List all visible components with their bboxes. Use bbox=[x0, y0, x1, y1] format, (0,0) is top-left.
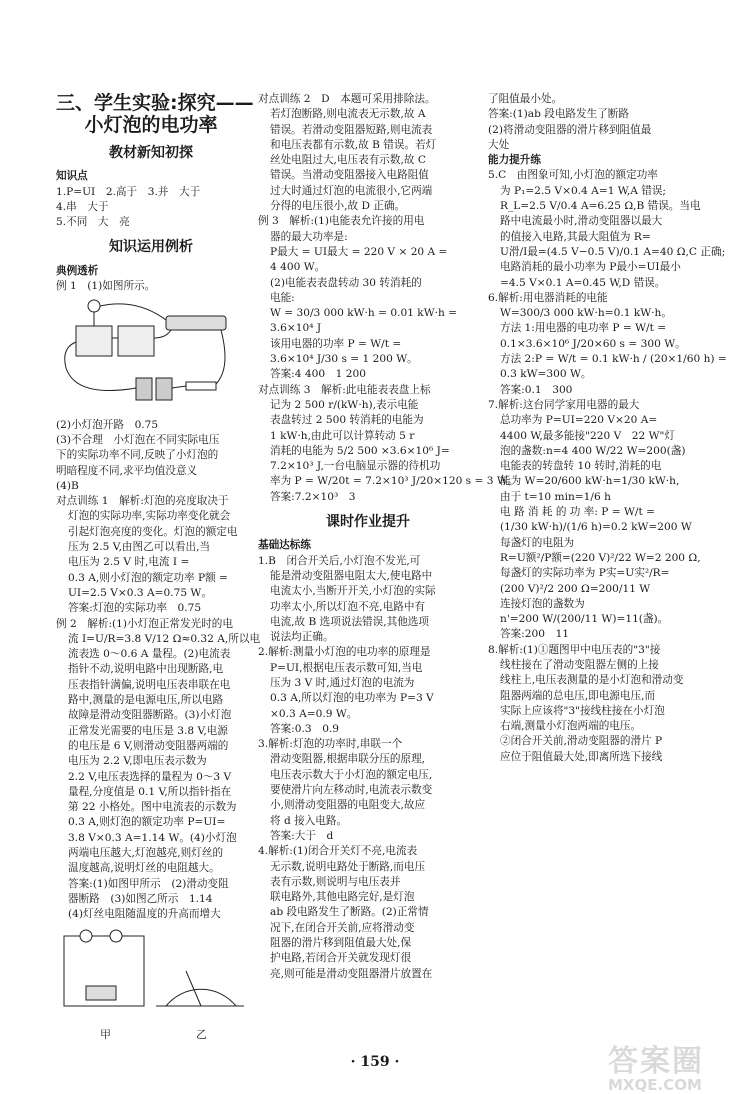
text-line: (3)不合理 小灯泡在不同实际电压 bbox=[56, 433, 220, 446]
text-line: (4)灯丝电阻随温度的升高而增大 bbox=[68, 908, 221, 921]
section-homework: 课时作业提升 bbox=[326, 514, 410, 531]
text-line: 况下,在闭合开关前,应将滑动变 bbox=[270, 921, 415, 934]
text-line: 线柱上,电压表测量的是小灯泡和滑动变 bbox=[500, 674, 684, 687]
text-line: 滑动变阻器,根据串联分压的原理, bbox=[270, 753, 426, 766]
text-line: 能为 W=20/600 kW·h=1/30 kW·h, bbox=[500, 475, 680, 488]
text-line: 右端,测量小灯泡两端的电压。 bbox=[500, 720, 642, 733]
text-line: 第 22 小格处。图中电流表的示数为 bbox=[68, 801, 237, 814]
text-line: 无示数,说明电路处于断路,而电压 bbox=[270, 860, 426, 873]
text-line: 阻器两端的总电压,即电源电压,而 bbox=[500, 689, 656, 702]
text-line: 3.8 V×0.3 A=1.14 W。(4)小灯泡 bbox=[68, 831, 237, 844]
text-line: 1 kW·h,由此可以计算转动 5 r bbox=[270, 429, 415, 442]
text-line: (200 V)²/2 200 Ω=200/11 W bbox=[500, 582, 651, 595]
text-line: ×0.3 A=0.9 W。 bbox=[270, 707, 358, 720]
text-line: 下的实际功率不同,反映了小灯泡的 bbox=[56, 449, 219, 462]
diagram-voltmeter bbox=[110, 930, 122, 942]
text-line: 流 I=U/R=3.8 V/12 Ω≈0.32 A,所以电 bbox=[68, 632, 261, 645]
text-line: (1/30 kW·h)/(1/6 h)=0.2 kW=200 W bbox=[500, 521, 692, 534]
text-line: 4400 W,最多能接"220 V 22 W"灯 bbox=[500, 429, 676, 442]
text-line: W=300/3 000 kW·h=0.1 kW·h。 bbox=[500, 307, 672, 320]
text-line: 两端电压越大,灯泡越亮,则灯丝的 bbox=[68, 846, 224, 859]
meter-dial-arc bbox=[166, 990, 236, 1007]
text-line: 答案:大于 d bbox=[270, 829, 334, 842]
text-line: 应位于阻值最大处,即离所选下接线 bbox=[500, 750, 663, 763]
text-line: 每盏灯的实际功率为 P实=U实²/R= bbox=[500, 567, 670, 580]
text-line: =4.5 V×0.1 A=0.45 W,D 错误。 bbox=[500, 276, 666, 289]
text-line: 压为 3 V 时,通过灯泡的电流为 bbox=[270, 676, 415, 689]
text-line: 由于 t=10 min=1/6 h bbox=[500, 490, 611, 503]
text-line: 方法 2:P = W/t = 0.1 kW·h / (20×1/60 h) = bbox=[500, 353, 727, 366]
text-line: 灯泡的实际功率,实际功率变化就会 bbox=[68, 510, 231, 523]
text-line: 了阻值最小处。 bbox=[488, 93, 563, 105]
homework-answers-right bbox=[488, 92, 727, 765]
text-line: 明暗程度不同,求平均值没意义 bbox=[56, 464, 198, 477]
text-line: 将 d 接入电路。 bbox=[270, 814, 348, 827]
text-line: 故障是滑动变阻器断路。(3)小灯泡 bbox=[68, 709, 232, 722]
text-line: 答案:7.2×10³ 3 bbox=[270, 490, 356, 503]
text-line: 电压为 2.2 V,即电压表示数为 bbox=[68, 755, 207, 768]
diagram-rheostat bbox=[86, 986, 116, 1000]
ammeter-shape bbox=[76, 326, 112, 356]
text-line: 答案:0.1 300 bbox=[500, 383, 573, 396]
text-line: 电压为 2.5 V 时,电流 I = bbox=[68, 556, 190, 569]
text-line: (2)小灯泡开路 0.75 bbox=[56, 418, 159, 431]
text-line: 为 P₁=2.5 V×0.4 A=1 W,A 错误; bbox=[500, 184, 666, 197]
page-number: · 159 · bbox=[350, 1054, 400, 1070]
text-line: 阻器的滑片移到阻值最大处,保 bbox=[270, 937, 412, 950]
text-line: 1.B 闭合开关后,小灯泡不发光,可 bbox=[258, 554, 421, 567]
text-line: 亮,则可能是滑动变阻器滑片放置在 bbox=[270, 967, 433, 980]
text-line: 率为 P = W/20t = 7.2×10³ J/20×120 s = 3 W。 bbox=[270, 475, 519, 488]
text-line: 路中,测量的是电源电压,所以电路 bbox=[68, 694, 224, 707]
knowledge-points bbox=[56, 169, 246, 230]
text-line: 0.3 A,所以灯泡的电功率为 P=3 V bbox=[270, 692, 434, 705]
column-left bbox=[56, 92, 261, 1054]
example-answers-left bbox=[56, 418, 261, 923]
text-line: 7.2×10³ J,一台电脑显示器的待机功 bbox=[270, 460, 441, 473]
text-line: 电能表的转盘转 10 转时,消耗的电 bbox=[500, 460, 662, 473]
text-line: 5.C 由图象可知,小灯泡的额定功率 bbox=[488, 169, 658, 182]
text-line: 联电路外,其他电路完好,是灯泡 bbox=[270, 891, 415, 904]
lesson-title-line1: 三、学生实验:探究—— bbox=[56, 92, 254, 114]
text-line: (4)B bbox=[56, 479, 79, 492]
text-line: 典例透析 bbox=[56, 264, 99, 277]
text-line: 例 3 解析:(1)电能表允许接的用电 bbox=[258, 215, 425, 228]
text-line: 答案:灯泡的实际功率 0.75 bbox=[68, 602, 202, 615]
text-line: 线柱接在了滑动变阻器左侧的上接 bbox=[500, 658, 659, 671]
text-line: 丝处电阻过大,电压表有示数,故 C bbox=[270, 154, 426, 167]
text-line: 电路消耗的最小功率为 P最小=UI最小 bbox=[500, 261, 681, 274]
section-new-knowledge: 教材新知初探 bbox=[109, 145, 193, 161]
lesson-title-line2: 小灯泡的电功率 bbox=[84, 114, 218, 136]
rheostat-shape bbox=[166, 316, 226, 330]
battery-shape-1 bbox=[136, 378, 152, 400]
text-line: 消耗的电能为 5/2 500 ×3.6×10⁶ J= bbox=[270, 444, 450, 457]
text-line: 过大时通过灯泡的电流很小,它两端 bbox=[270, 184, 433, 197]
example-1-intro bbox=[56, 264, 246, 295]
text-line: 例 1 (1)如图所示。 bbox=[56, 280, 156, 293]
text-line: 小,则滑动变阻器的电阻变大,故应 bbox=[270, 799, 426, 812]
text-line: 每盏灯的电阻为 bbox=[500, 536, 575, 549]
text-line: 若灯泡断路,则电流表无示数,故 A bbox=[270, 108, 426, 121]
text-line: 4 400 W。 bbox=[270, 261, 326, 274]
text-line: 电能: bbox=[270, 291, 295, 304]
text-line: 知识点 bbox=[56, 170, 88, 183]
figure-label-yi: 乙 bbox=[196, 1028, 207, 1042]
text-line: 6.解析:用电器消耗的电能 bbox=[488, 291, 608, 304]
text-line: 对点训练 1 解析:灯泡的亮度取决于 bbox=[56, 495, 229, 508]
text-line: 答案:200 11 bbox=[500, 628, 570, 641]
text-line: R_L=2.5 V/0.4 A=6.25 Ω,B 错误。当电 bbox=[500, 200, 701, 213]
text-line: 的电压是 6 V,则滑动变阻器两端的 bbox=[68, 739, 229, 752]
text-line: UI=2.5 V×0.3 A=0.75 W。 bbox=[68, 586, 212, 599]
text-line: 2.2 V,电压表选择的量程为 0～3 V bbox=[68, 770, 232, 783]
column-right bbox=[488, 92, 727, 765]
text-line: 记为 2 500 r/(kW·h),表示电能 bbox=[270, 398, 419, 411]
text-line: 要使滑片向左移动时,电流表示数变 bbox=[270, 784, 433, 797]
text-line: 5.不同 大 亮 bbox=[56, 216, 130, 229]
homework-answers-middle bbox=[258, 538, 478, 982]
text-line: 基础达标练 bbox=[258, 539, 311, 552]
text-line: 分得的电压很小,故 D 正确。 bbox=[270, 200, 406, 213]
text-line: W = 30/3 000 kW·h = 0.01 kW·h = bbox=[270, 307, 458, 320]
text-line: 0.3 A,则灯泡的额定功率 P=UI= bbox=[68, 816, 226, 829]
text-line: 4.串 大于 bbox=[56, 200, 109, 213]
text-line: 路中电流最小时,滑动变阻器以最大 bbox=[500, 215, 663, 228]
text-line: 电压表示数大于小灯泡的额定电压, bbox=[270, 768, 433, 781]
text-line: 说法均正确。 bbox=[270, 631, 334, 644]
text-line: 错误。若滑动变阻器短路,则电流表 bbox=[270, 123, 433, 136]
meter-needle bbox=[186, 971, 201, 1006]
text-line: 正常发光需要的电压是 3.8 V,电源 bbox=[68, 724, 228, 737]
text-line: 流表选 0～0.6 A 量程。(2)电流表 bbox=[68, 648, 231, 661]
text-line: 电流,故 B 选项说法错误,其他选项 bbox=[270, 615, 429, 628]
text-line: 压为 2.5 V,由图乙可以看出,当 bbox=[68, 541, 211, 554]
text-line: 0.1×3.6×10⁶ J/20×60 s = 300 W。 bbox=[500, 337, 686, 350]
text-line: ab 段电路发生了断路。(2)正常情 bbox=[270, 906, 429, 919]
voltmeter-shape bbox=[118, 326, 154, 356]
watermark-logo bbox=[608, 1036, 748, 1094]
text-line: 连接灯泡的盏数为 bbox=[500, 597, 585, 610]
battery-shape-2 bbox=[156, 378, 172, 400]
circuit-figure-2 bbox=[56, 926, 246, 1044]
text-line: 3.6×10⁴ J/30 s = 1 200 W。 bbox=[270, 353, 418, 366]
text-line: 温度越高,说明灯丝的电阻越大。 bbox=[68, 862, 220, 875]
text-line: 答案:0.3 0.9 bbox=[270, 722, 340, 735]
text-line: 实际上应该将"3"接线柱接在小灯泡 bbox=[500, 704, 665, 717]
text-line: 3.6×10⁴ J bbox=[270, 322, 322, 335]
text-line: 方法 1:用电器的电功率 P = W/t = bbox=[500, 322, 667, 335]
diagram-bulb bbox=[80, 930, 92, 942]
text-line: 电流太小,当断开开关,小灯泡的实际 bbox=[270, 585, 436, 598]
text-line: U滑/I最=(4.5 V−0.5 V)/0.1 A=40 Ω,C 正确; bbox=[500, 245, 726, 258]
text-line: 能是滑动变阻器电阻太大,使电路中 bbox=[270, 569, 433, 582]
text-line: 器的最大功率是: bbox=[270, 230, 348, 243]
text-line: 泡的盏数:n=4 400 W/22 W=200(盏) bbox=[500, 444, 686, 457]
figure-label-jia: 甲 bbox=[100, 1028, 111, 1042]
text-line: 7.解析:这台同学家用电器的最大 bbox=[488, 398, 640, 411]
text-line: 答案:4 400 1 200 bbox=[270, 368, 367, 381]
text-line: 对点训练 2 D 本题可采用排除法。 bbox=[258, 93, 436, 105]
text-line: 表盘转过 2 500 转消耗的电能为 bbox=[270, 414, 424, 427]
text-line: 压表指针满偏,说明电压表串联在电 bbox=[68, 678, 231, 691]
text-line: 错误。当滑动变阻器接入电路阻值 bbox=[270, 169, 429, 182]
circuit-figure-1 bbox=[56, 298, 236, 408]
text-line: 该用电器的功率 P = W/t = bbox=[270, 337, 402, 350]
watermark-text: 答案圈 bbox=[608, 1044, 704, 1079]
text-line: 答案:(1)如图甲所示 (2)滑动变阻 bbox=[68, 877, 229, 890]
switch-shape bbox=[186, 382, 216, 390]
section-example-analysis: 知识运用例析 bbox=[109, 239, 193, 256]
text-line: 能力提升练 bbox=[488, 154, 541, 167]
text-line: ②闭合开关前,滑动变阻器的滑片 P bbox=[500, 735, 663, 748]
text-line: 功率太小,所以灯泡不亮,电路中有 bbox=[270, 600, 426, 613]
text-line: 护电路,若闭合开关就发现灯很 bbox=[270, 952, 412, 965]
text-line: 例 2 解析:(1)小灯泡正常发光时的电 bbox=[56, 617, 233, 630]
text-line: P最大 = UI最大 = 220 V × 20 A = bbox=[270, 245, 448, 258]
text-line: 4.解析:(1)闭合开关灯不亮,电流表 bbox=[258, 845, 418, 858]
text-line: 量程,分度值是 0.1 V,所以指针指在 bbox=[68, 785, 232, 798]
text-line: 表有示数,则说明与电压表并 bbox=[270, 875, 401, 888]
text-line: 3.解析:灯泡的功率时,串联一个 bbox=[258, 738, 403, 751]
text-line: 指针不动,说明电路中出现断路,电 bbox=[68, 663, 224, 676]
text-line: 8.解析:(1)①题图甲中电压表的"3"接 bbox=[488, 643, 661, 656]
text-line: 对点训练 3 解析:此电能表表盘上标 bbox=[258, 383, 431, 396]
watermark-url: MXQE.COM bbox=[608, 1076, 702, 1094]
text-line: R=U额²/P额=(220 V)²/22 W=2 200 Ω, bbox=[500, 551, 701, 564]
text-line: 大处 bbox=[488, 138, 510, 151]
text-line: P=UI,根据电压表示数可知,当电 bbox=[270, 661, 423, 674]
text-line: 电 路 消 耗 的 功 率: P = W/t = bbox=[500, 506, 655, 519]
text-line: 引起灯泡亮度的变化。灯泡的额定电 bbox=[68, 525, 238, 538]
text-line: 答案:(1)ab 段电路发生了断路 bbox=[488, 108, 629, 121]
text-line: 器断路 (3)如图乙所示 1.14 bbox=[68, 892, 213, 905]
text-line: 2.解析:测量小灯泡的电功率的原理是 bbox=[258, 646, 431, 659]
text-line: 0.3 A,则小灯泡的额定功率 P额 = bbox=[68, 571, 228, 584]
text-line: (2)将滑动变阻器的滑片移到阻值最 bbox=[488, 123, 652, 136]
text-line: 1.P=UI 2.高于 3.并 大于 bbox=[56, 185, 201, 198]
text-line: (2)电能表表盘转动 30 转消耗的 bbox=[270, 276, 422, 289]
text-line: 和电压表都有示数,故 B 错误。若灯 bbox=[270, 138, 437, 151]
text-line: 总功率为 P=UI=220 V×20 A= bbox=[500, 414, 658, 427]
text-line: 0.3 kW=300 W。 bbox=[500, 368, 592, 381]
text-line: 的值接入电路,其最大阻值为 R= bbox=[500, 230, 651, 243]
bulb-shape bbox=[88, 300, 100, 312]
text-line: n'=200 W/(200/11 W)=11(盏)。 bbox=[500, 613, 669, 626]
